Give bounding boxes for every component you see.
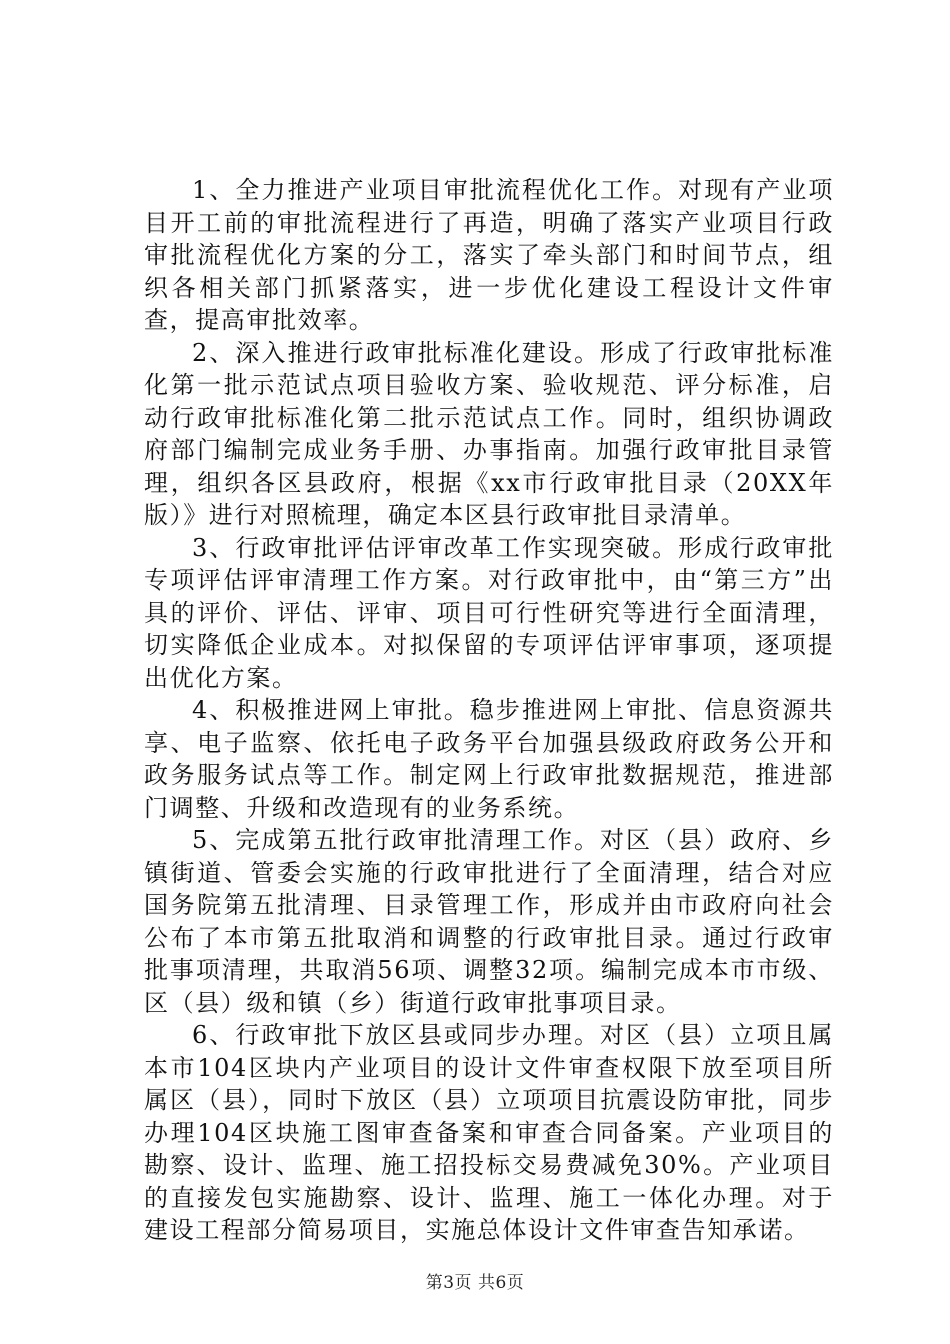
paragraph-3: 3、行政审批评估评审改革工作实现突破。形成行政审批专项评估评审清理工作方案。对行政审批中，由“第三方”出具的评价、评估、评审、项目可行性研究等进行全面清理，切实降低企业成本。对拟保留的专项评估评审事项，逐项提出优化方案。	[144, 533, 834, 692]
page-footer: 第3页 共6页	[425, 1273, 525, 1293]
paragraph-6: 6、行政审批下放区县或同步办理。对区（县）立项且属本市104区块内产业项目的设计文件审查权限下放至项目所属区（县），同时下放区（县）立项项目抗震设防审批，同步办理104区块施工图审查备案和审查合同备案。产业项目的勘察、设计、监理、施工招投标交易费减免30%。产业项目的直接发包实施勘察、设计、监理、施工一体化办理。对于建设工程部分简易项目，实施总体设计文件审查告知承诺。	[144, 1021, 834, 1244]
paragraph-2: 2、深入推进行政审批标准化建设。形成了行政审批标准化第一批示范试点项目验收方案、验收规范、评分标准，启动行政审批标准化第二批示范试点工作。同时，组织协调政府部门编制完成业务手册、办事指南。加强行政审批目录管理，组织各区县政府，根据《xx市行政审批目录（20XX年版）》进行对照梳理，确定本区县行政审批目录清单。	[144, 338, 834, 529]
paragraph-1: 1、全力推进产业项目审批流程优化工作。对现有产业项目开工前的审批流程进行了再造，明确了落实产业项目行政审批流程优化方案的分工，落实了牵头部门和时间节点，组织各相关部门抓紧落实，进一步优化建设工程设计文件审查，提高审批效率。	[144, 176, 834, 334]
paragraph-5: 5、完成第五批行政审批清理工作。对区（县）政府、乡镇街道、管委会实施的行政审批进行了全面清理，结合对应国务院第五批清理、目录管理工作，形成并由市政府向社会公布了本市第五批取消和调整的行政审批目录。通过行政审批事项清理，共取消56项、调整32项。编制完成本市市级、区（县）级和镇（乡）街道行政审批事项目录。	[144, 826, 834, 1017]
paragraph-4: 4、积极推进网上审批。稳步推进网上审批、信息资源共享、电子监察、依托电子政务平台加强县级政府政务公开和政务服务试点等工作。制定网上行政审批数据规范，推进部门调整、升级和改造现有的业务系统。	[144, 696, 834, 822]
document-body	[144, 174, 834, 1247]
